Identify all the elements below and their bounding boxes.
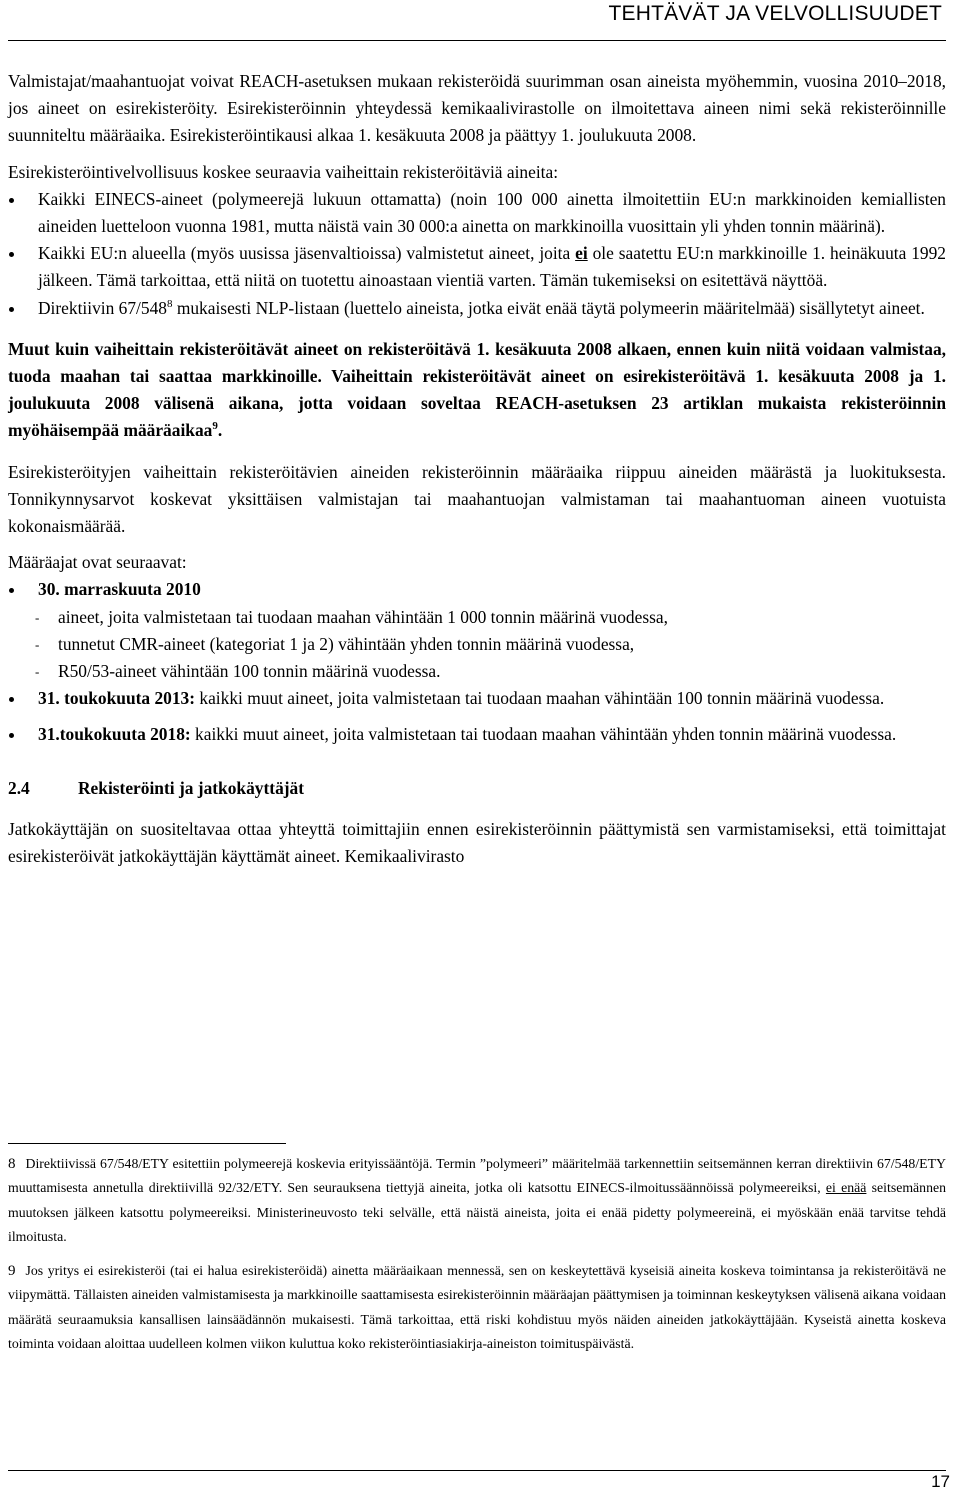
bold-paragraph: Muut kuin vaiheittain rekisteröitävät aineet on rekisteröitävä 1. kesäkuuta 2008 alkaen, ennen kuin niitä voidaan valmistaa, tuoda maahan tai saattaa markkinoille. Vaiheittain rekisteröitävät aineet on esirekisteröitävä 1. kesäkuuta 2008 ja 1. joulukuuta 2008 välisenä aikana, jotta voidaan soveltaa REACH-asetuksen 23 artiklan mukaista rekisteröinnin myöhäisempää määräaikaa$^9$. xyxy=(8,338,946,441)
intro-list-lead: Esirekisteröintivelvollisuus koskee seuraavia vaiheittain rekisteröitäviä aineita: xyxy=(8,161,559,182)
footnote-number: 9 xyxy=(8,1263,16,1280)
section-title: Rekisteröinti ja jatkokäyttäjät xyxy=(78,777,305,798)
substance-list xyxy=(8,186,946,322)
list-item: Kaikki EU:n alueella (myös uusissa jäsenvaltioissa) valmistetut aineet, joita ei ole saatettu EU:n markkinoille 1. heinäkuuta 1992 jälkeen. Tämä tarkoittaa, että niitä on tuotettu ainoastaan vientiä varten. Tämän tukemiseksi on esitettävä näyttöä. xyxy=(8,240,946,294)
list-item: 31. toukokuuta 2013: kaikki muut aineet, joita valmistetaan tai tuodaan maahan vähintään 100 tonnin määrinä vuodessa. xyxy=(8,685,946,712)
footnote-ref-9[interactable]: 9 xyxy=(212,420,218,433)
section-number: 2.4 xyxy=(8,777,30,798)
sublist-item: - aineet, joita valmistetaan tai tuodaan maahan vähintään 1 000 tonnin määrinä vuodessa, xyxy=(8,604,946,631)
footnote-number: 8 xyxy=(8,1156,16,1172)
deadline-date: 31.toukokuuta 2018: xyxy=(38,724,191,745)
list-item: Direktiivin $67/548^8$ mukaisesti NLP-listaan (luettelo aineista, jotka eivät enää täytä polymeerin määritelmää) sisällytetyt aineet. xyxy=(8,295,946,322)
footnote-8: 8 Direktiivissä 67/548/ETY esitettiin polymeerejä koskevia erityissääntöjä. Termin ”polymeeri” määritelmää tarkennettiin seitsemännen kerran direktiivin 67/548/ETY muuttamisesta annetulla direktiivillä 92/32/ETY. Sen seurauksena tiettyjä aineita, jotka oli katsottu EINECS-ilmoitussäännöissä polymeereiksi, ei enää seitsemännen muutoksen jälkeen katsottu polymeereiksi. Ministerineuvosto teki selvälle, että näistä aineista, joita ei enää pidetty polymeereinä, ei myöskään enää tarvitse tehdä ilmoitusta. xyxy=(8,1156,946,1244)
list-item xyxy=(8,576,946,685)
footnote-ref-8[interactable]: 8 xyxy=(166,297,173,310)
list-item: 31.toukokuuta 2018: kaikki muut aineet, joita valmistetaan tai tuodaan maahan vähintään yhden tonnin määrinä vuodessa. xyxy=(8,721,946,748)
footnotes xyxy=(8,1152,946,1356)
footnote-underline: ei enää xyxy=(825,1180,867,1196)
section-heading xyxy=(8,775,946,802)
deadline-date: 31. toukokuuta 2013: xyxy=(38,688,196,709)
deadline-date: 30. marraskuuta 2010 xyxy=(38,579,201,600)
sublist-item: - tunnetut CMR-aineet (kategoriat 1 ja 2) vähintään yhden tonnin määrinä vuodessa, xyxy=(8,631,946,658)
document-body xyxy=(8,68,946,870)
footnote-9: 9 Jos yritys ei esirekisteröi (tai ei halua esirekisteröidä) ainetta määräaikaan mennessä, sen on keskeytettävä kyseisiä aineita koskeva toimintansa ja rekisteröitävä ne viipymättä. Tällaisten aineiden valmistamisesta ja markkinoille saattamisesta esirekisteröinnin määräajan päättymisen ja toiminnan keskeytyksen välisenä aikana voidaan määrätä seuraamuksia kansallisen lainsäädännön mukaisesti. Tämä tarkoittaa, että riski kohdistuu myös näiden aineiden jatkokäyttäjään. Kyseistä ainetta koskeva toiminta voidaan aloittaa uudelleen kolmen viikon kuluttua koko rekisteröintiasiakirja-aineiston toimituspäivästä. xyxy=(8,1263,946,1352)
list-item xyxy=(8,186,946,240)
page-number: 17 xyxy=(931,1472,950,1491)
deadline-sublist xyxy=(8,604,946,686)
sublist-item: - R50/53-aineet vähintään 100 tonnin määrinä vuodessa. xyxy=(8,658,946,685)
emphasis-underline: ei xyxy=(575,243,588,264)
footer-divider xyxy=(8,1470,946,1471)
intro-paragraph: Valmistajat/maahantuojat voivat REACH-asetuksen mukaan rekisteröidä suurimman osan aineista myöhemmin, vuosina 2010–2018, jos aineet on esirekisteröity. Esirekisteröinnin yhteydessä kemikaalivirastolle on ilmoitettava aineen nimi sekä rekisteröinnille suunniteltu määräaika. Esirekisteröintikausi alkaa 1. kesäkuuta 2008 ja päättyy 1. joulukuuta 2008. xyxy=(8,71,946,146)
deadline-list xyxy=(8,576,946,748)
footnote-divider xyxy=(8,1143,286,1144)
page-header xyxy=(8,0,946,41)
header-title: TEHTÄVÄT JA VELVOLLISUUDET xyxy=(608,2,942,25)
deadlines-intro: Määräajat ovat seuraavat: xyxy=(8,552,187,573)
deadline-explanation: Esirekisteröityjen vaiheittain rekisteröitävien aineiden rekisteröinnin määräaika riippuu aineiden määrästä ja luokituksesta. Tonnikynnysarvot koskevat yksittäisen valmistajan tai maahantuojan valmistaman tai maahantuoman aineen vuotuista kokonaismäärää. xyxy=(8,461,946,537)
section-paragraph: Jatkokäyttäjän on suositeltavaa ottaa yhteyttä toimittajiin ennen esirekisteröinnin päättymistä sen varmistamiseksi, että toimittajat esirekisteröivät jatkokäyttäjän käyttämät aineet. Kemikaalivirasto xyxy=(8,818,946,867)
list-item-text: Kaikki EINECS-aineet (polymeerejä lukuun ottamatta) (noin 100 000 ainetta ilmoitettiin EU:n markkinoiden kemiallisten aineiden luetteloon vuonna 1981, mutta näistä vain 30 000:a ainetta on markkinoilla vuosittain yli yhden tonnin määrinä). xyxy=(38,188,946,237)
